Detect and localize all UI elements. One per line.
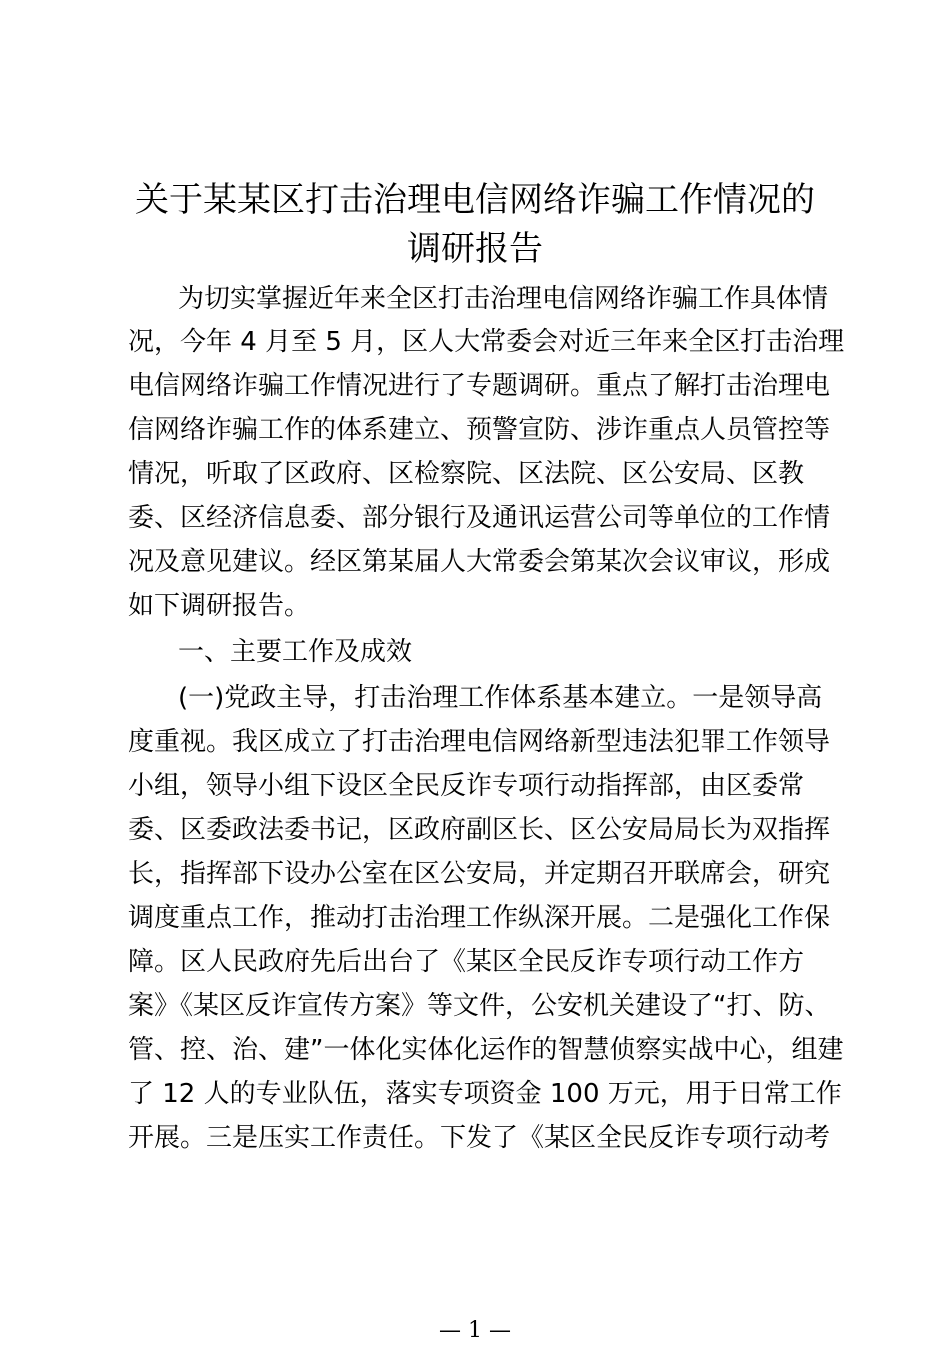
section-heading: 一、主要工作及成效 [178,637,413,667]
paragraph-line: 案》《某区反诈宣传方案》等文件，公安机关建设了“打、防、 [128,991,831,1021]
paragraph-line: 小组，领导小组下设区全民反诈专项行动指挥部，由区委常 [128,771,805,801]
paragraph-line: 信网络诈骗工作的体系建立、预警宣防、涉诈重点人员管控等 [128,415,831,445]
paragraph-line: 了 12 人的专业队伍，落实专项资金 100 万元，用于日常工作 [128,1079,842,1109]
paragraph-line: 情况，听取了区政府、区检察院、区法院、区公安局、区教 [128,459,805,489]
paragraph-line: 调度重点工作，推动打击治理工作纵深开展。二是强化工作保 [128,903,831,933]
paragraph-line: 开展。三是压实工作责任。下发了《某区全民反诈专项行动考 [128,1123,831,1153]
paragraph-line: (一)党政主导，打击治理工作体系基本建立。一是领导高 [178,683,823,713]
paragraph-line: 况，今年 4 月至 5 月，区人大常委会对近三年来全区打击治理 [128,327,845,357]
document-title-line-1: 关于某某区打击治理电信网络诈骗工作情况的 [135,180,815,220]
paragraph-line: 委、区经济信息委、部分银行及通讯运营公司等单位的工作情 [128,503,831,533]
page-number: — 1 — [439,1318,511,1343]
paragraph-line: 长，指挥部下设办公室在区公安局，并定期召开联席会，研究 [128,859,831,889]
paragraph-line: 委、区委政法委书记，区政府副区长、区公安局局长为双指挥 [128,815,831,845]
paragraph-line: 为切实掌握近年来全区打击治理电信网络诈骗工作具体情 [178,284,829,314]
paragraph-line: 况及意见建议。经区第某届人大常委会第某次会议审议，形成 [128,547,831,577]
paragraph-line: 如下调研报告。 [128,591,311,621]
paragraph-line: 管、控、治、建”一体化实体化运作的智慧侦察实战中心，组建 [128,1035,844,1065]
document-title-line-2: 调研报告 [407,229,543,269]
paragraph-line: 障。区人民政府先后出台了《某区全民反诈专项行动工作方 [128,947,805,977]
paragraph-line: 电信网络诈骗工作情况进行了专题调研。重点了解打击治理电 [128,371,831,401]
paragraph-line: 度重视。我区成立了打击治理电信网络新型违法犯罪工作领导 [128,727,831,757]
